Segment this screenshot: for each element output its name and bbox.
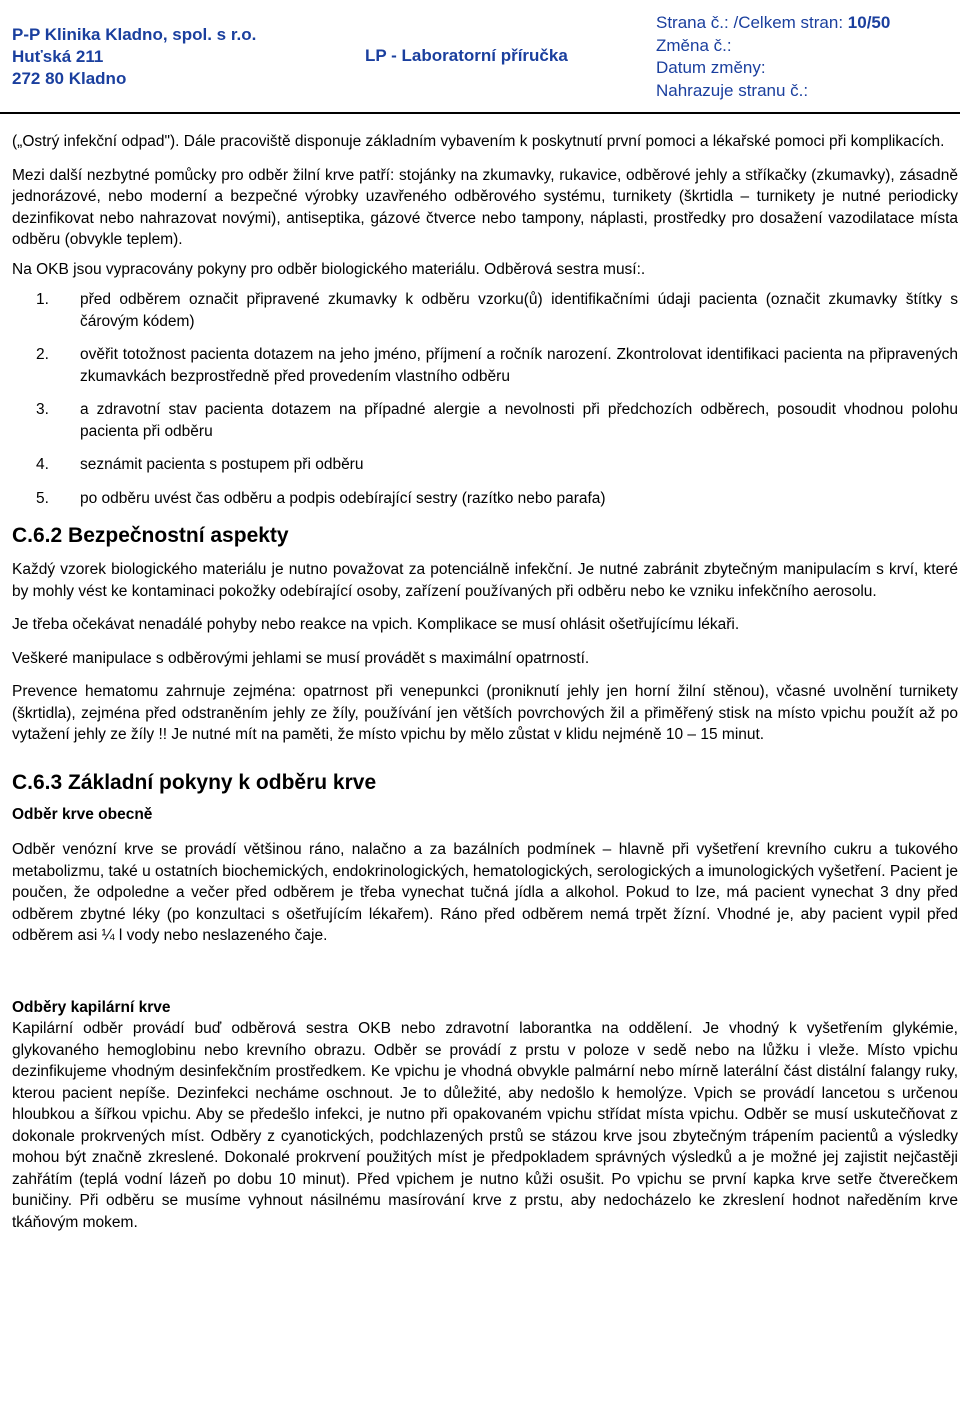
paragraph-capillary: Kapilární odběr provádí buď odběrová sestra OKB nebo zdravotní laborantka na oddělení. Je vhodný k vyšetřením glykémie, glykovaného hemoglobinu nebo krevního obrazu. Odběr se provádí z prstu v poloze v sedě nebo na lůžku i vleže. Místo vpichu dezinfikujeme vhodným desinfekčním prostředkem. Ke vpichu je vhodná obvykle palmární nebo mírně laterální část distální falangy ruky, kterou pacient nepíše. Dezinfekci necháme oschnout. Je to důležité, aby nedošlo k hemolýze. Vpich se provádí lancetou s určenou hloubkou a šířkou vpichu. Aby se předešlo infekci, je nutno při opakovaném vpichu střídat místa vpichu. Odběr se musí uskutečňovat z dokonale prokrvených míst. Odběry z cyanotických, podchlazených prstů se stázou krve jsou zbytečným trápením pacientů a výsledky mohou být značně zkreslené. Dokonalé prokrvení použitých míst je předpokladem správných výsledků a je možné jej zajistit nejčastěji zahřátím (teplá vodní lázeň po dobu 10 minut). Před vpichem je nutno kůži osušit. Po vpichu se první kapka krve setře čtverečkem buničiny. Při odběru se musíme vyhnout násilnému masírování krve z prstu, aby nedocházelo ke zkreslení hodnot naředěním krve tkáňovým mokem.	[12, 1020, 958, 1231]
subheading-general: Odběr krve obecně	[12, 805, 153, 823]
page-info-block	[656, 12, 890, 102]
page-number-row	[656, 12, 890, 35]
list-number: 5.	[36, 489, 49, 507]
paragraph-infectious: Každý vzorek biologického materiálu je nutno považovat za potenciálně infekční. Je nutné zabránit zbytečným manipulacím s krví, které by mohly vést ke kontaminaci pokožky odebírající osoby, zařízení používaných při odběru nebo ke vzniku infekčního aerosolu.	[12, 561, 958, 600]
change-label: Změna č.:	[656, 35, 732, 55]
paragraph-hematoma: Prevence hematomu zahrnuje zejména: opatrnost při venepunkci (proniknutí jehly jen horní žilní stěnou), včasné uvolnění turnikety (škrtidla), zejména před odstraněním jehly ze žíly, používání jen větších povrchových žil a přiměřený stisk na místo vpichu použít až po vytažení jehly ze žíly !! Je nutné mít na paměti, že místo vpichu by mělo zůstat v klidu nejméně 10 – 15 minut.	[12, 683, 958, 743]
page-content	[12, 131, 958, 1233]
org-name: P-P Klinika Kladno, spol. s r.o.	[12, 25, 257, 44]
org-block	[12, 24, 256, 90]
paragraph-waste: („Ostrý infekční odpad"). Dále pracoviště disponuje základním vybavením k poskytnutí první pomoci a lékařské pomoci při komplikacích.	[12, 133, 945, 150]
paragraph-needles: Veškeré manipulace s odběrovými jehlami se musí provádět s maximální opatrností.	[12, 649, 590, 667]
page-label: Strana č.: /Celkem stran:	[656, 13, 848, 32]
section-heading-c63: C.6.3 Základní pokyny k odběru krve	[12, 770, 377, 794]
org-city: 272 80 Kladno	[12, 69, 127, 88]
list-number: 3.	[36, 401, 49, 418]
paragraph-movements: Je třeba očekávat nenadálé pohyby nebo reakce na vpich. Komplikace se musí ohlásit ošetřujícímu lékaři.	[12, 616, 740, 633]
page-header	[0, 0, 960, 114]
date-label: Datum změny:	[656, 58, 766, 77]
list-item: 2. ověřit totožnost pacienta dotazem na jeho jméno, příjmení a ročník narození. Zkontrolovat identifikaci pacienta na připravených zkumavkách bezprostředně před provedením vlastního odběru	[36, 346, 958, 385]
header-divider	[0, 112, 960, 114]
replaces-label: Nahrazuje stranu č.:	[656, 80, 809, 100]
nurse-duties-list	[12, 289, 958, 509]
paragraph-equipment: Mezi další nezbytné pomůcky pro odběr žilní krve patří: stojánky na zkumavky, rukavice, odběrové jehly a stříkačky (zkumavky), zásadně jednorázové, nebo moderní a bezpečné výrobky uzavřeného odběrového systému, turnikety (škrtidla – turnikety je nutné periodicky dezinfikovat nebo nahrazovat novými), antiseptika, gázové čtverce nebo tampony, náplasti, prostředky pro dosažení vazodilatace místa odběru (obvykle teplem).	[12, 166, 958, 248]
list-number: 2.	[36, 346, 49, 363]
subheading-capillary: Odběry kapilární krve	[12, 998, 171, 1016]
paragraph-instructions: Na OKB jsou vypracovány pokyny pro odběr biologického materiálu. Odběrová sestra musí:.	[12, 260, 646, 278]
list-number: 1.	[36, 291, 49, 308]
org-street: Huťská 211	[12, 47, 104, 66]
document-title: LP - Laboratorní příručka	[365, 46, 568, 65]
section-heading-c62: C.6.2 Bezpečnostní aspekty	[12, 524, 289, 547]
list-item: 1. před odběrem označit připravené zkumavky k odběru vzorku(ů) identifikačními údaji pacienta (označit zkumavky štítky s čárovým kódem)	[36, 291, 958, 330]
list-item: 3. a zdravotní stav pacienta dotazem na případné alergie a nevolnosti při předchozích odběrech, posoudit vhodnou polohu pacienta při odběru	[36, 401, 958, 440]
list-number: 4.	[36, 456, 49, 473]
list-item: 5. po odběru uvést čas odběru a podpis odebírající sestry (razítko nebo parafa)	[12, 488, 958, 510]
paragraph-venous: Odběr venózní krve se provádí většinou ráno, nalačno a za bazálních podmínek – hlavně při vyšetření krevního cukru a tukového metabolizmu, také u ostatních biochemických, endokrinologických, hematologických, serologických a imunologických vyšetření. Pacient je poučen, že odpoledne a večer před odběrem je třeba vynechat tučná jídla a alkohol. Pokud to lze, má pacient vynechat 3 dny před odběrem zbytné léky (po konzultaci s ošetřujícím lékařem). Ráno před odběrem nemá trpět žízní. Vhodné je, aby pacient vypil před odběrem asi ¼ l vody nebo neslazeného čaje.	[12, 841, 958, 944]
page-value: 10/50	[847, 13, 891, 32]
list-item: 4. seznámit pacienta s postupem při odběru	[12, 454, 958, 476]
